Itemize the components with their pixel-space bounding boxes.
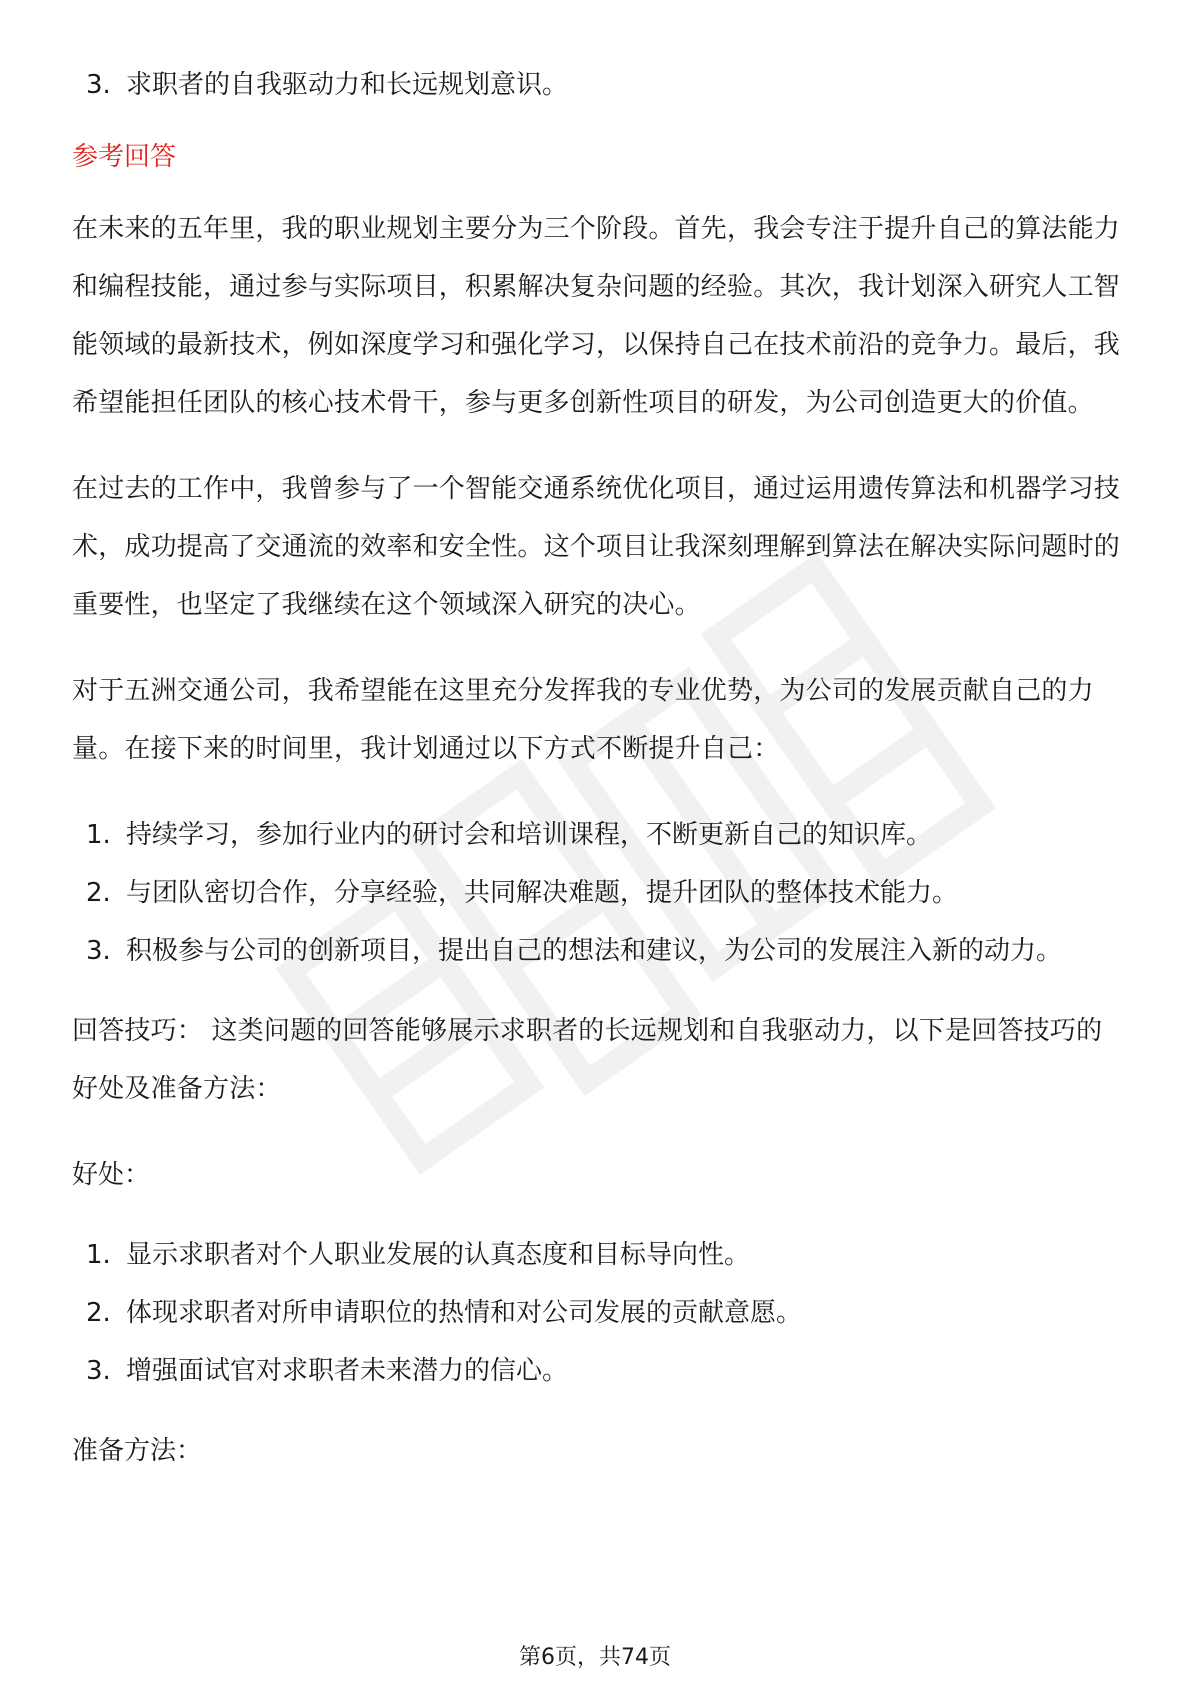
list-text: 体现求职者对所申请职位的热情和对公司发展的贡献意愿。	[126, 1298, 803, 1328]
list-item	[72, 806, 1122, 864]
list-number: 1.	[86, 1240, 111, 1270]
paragraph-company: 对于五洲交通公司，我希望能在这里充分发挥我的专业优势，为公司的发展贡献自己的力量。在接下来的时间里，我计划通过以下方式不断提升自己：	[72, 676, 1094, 764]
paragraph-plan: 在未来的五年里，我的职业规划主要分为三个阶段。首先，我会专注于提升自己的算法能力和编程技能，通过参与实际项目，积累解决复杂问题的经验。其次，我计划深入研究人工智能领域的最新技术，例如深度学习和强化学习，以保持自己在技术前沿的竞争力。最后，我希望能担任团队的核心技术骨干，参与更多创新性项目的研发，为公司创造更大的价值。	[72, 214, 1121, 418]
list-text: 积极参与公司的创新项目，提出自己的想法和建议，为公司的发展注入新的动力。	[126, 936, 1063, 966]
list-number: 2.	[86, 878, 111, 908]
prep-label: 准备方法：	[72, 1436, 203, 1466]
list-item	[72, 922, 1122, 980]
list-item	[72, 1284, 1122, 1342]
benefits-list	[72, 1226, 1122, 1400]
plan-list	[72, 806, 1122, 980]
list-number: 1.	[86, 820, 111, 850]
list-item	[72, 1342, 1122, 1400]
paragraph-tips: 回答技巧： 这类问题的回答能够展示求职者的长远规划和自我驱动力，以下是回答技巧的好处及准备方法：	[72, 1016, 1103, 1104]
list-number: 3.	[86, 70, 111, 100]
list-number: 3.	[86, 936, 111, 966]
benefits-label: 好处：	[72, 1160, 151, 1190]
list-item	[72, 56, 1122, 114]
page-footer: 第6页，共74页	[519, 1645, 671, 1670]
list-item	[72, 1226, 1122, 1284]
paragraph-experience: 在过去的工作中，我曾参与了一个智能交通系统优化项目，通过运用遗传算法和机器学习技术，成功提高了交通流的效率和安全性。这个项目让我深刻理解到算法在解决实际问题时的重要性，也坚定了我继续在这个领域深入研究的决心。	[72, 474, 1121, 620]
list-item	[72, 864, 1122, 922]
list-text: 与团队密切合作，分享经验，共同解决难题，提升团队的整体技术能力。	[126, 878, 959, 908]
top-list	[72, 56, 1122, 114]
list-text: 显示求职者对个人职业发展的认真态度和目标导向性。	[126, 1240, 751, 1270]
document-body	[72, 56, 1122, 1502]
list-text: 增强面试官对求职者未来潜力的信心。	[126, 1356, 569, 1386]
list-number: 2.	[86, 1298, 111, 1328]
list-text: 求职者的自我驱动力和长远规划意识。	[126, 70, 569, 100]
list-text: 持续学习，参加行业内的研讨会和培训课程，不断更新自己的知识库。	[126, 820, 933, 850]
section-heading: 参考回答	[72, 142, 177, 172]
list-number: 3.	[86, 1356, 111, 1386]
